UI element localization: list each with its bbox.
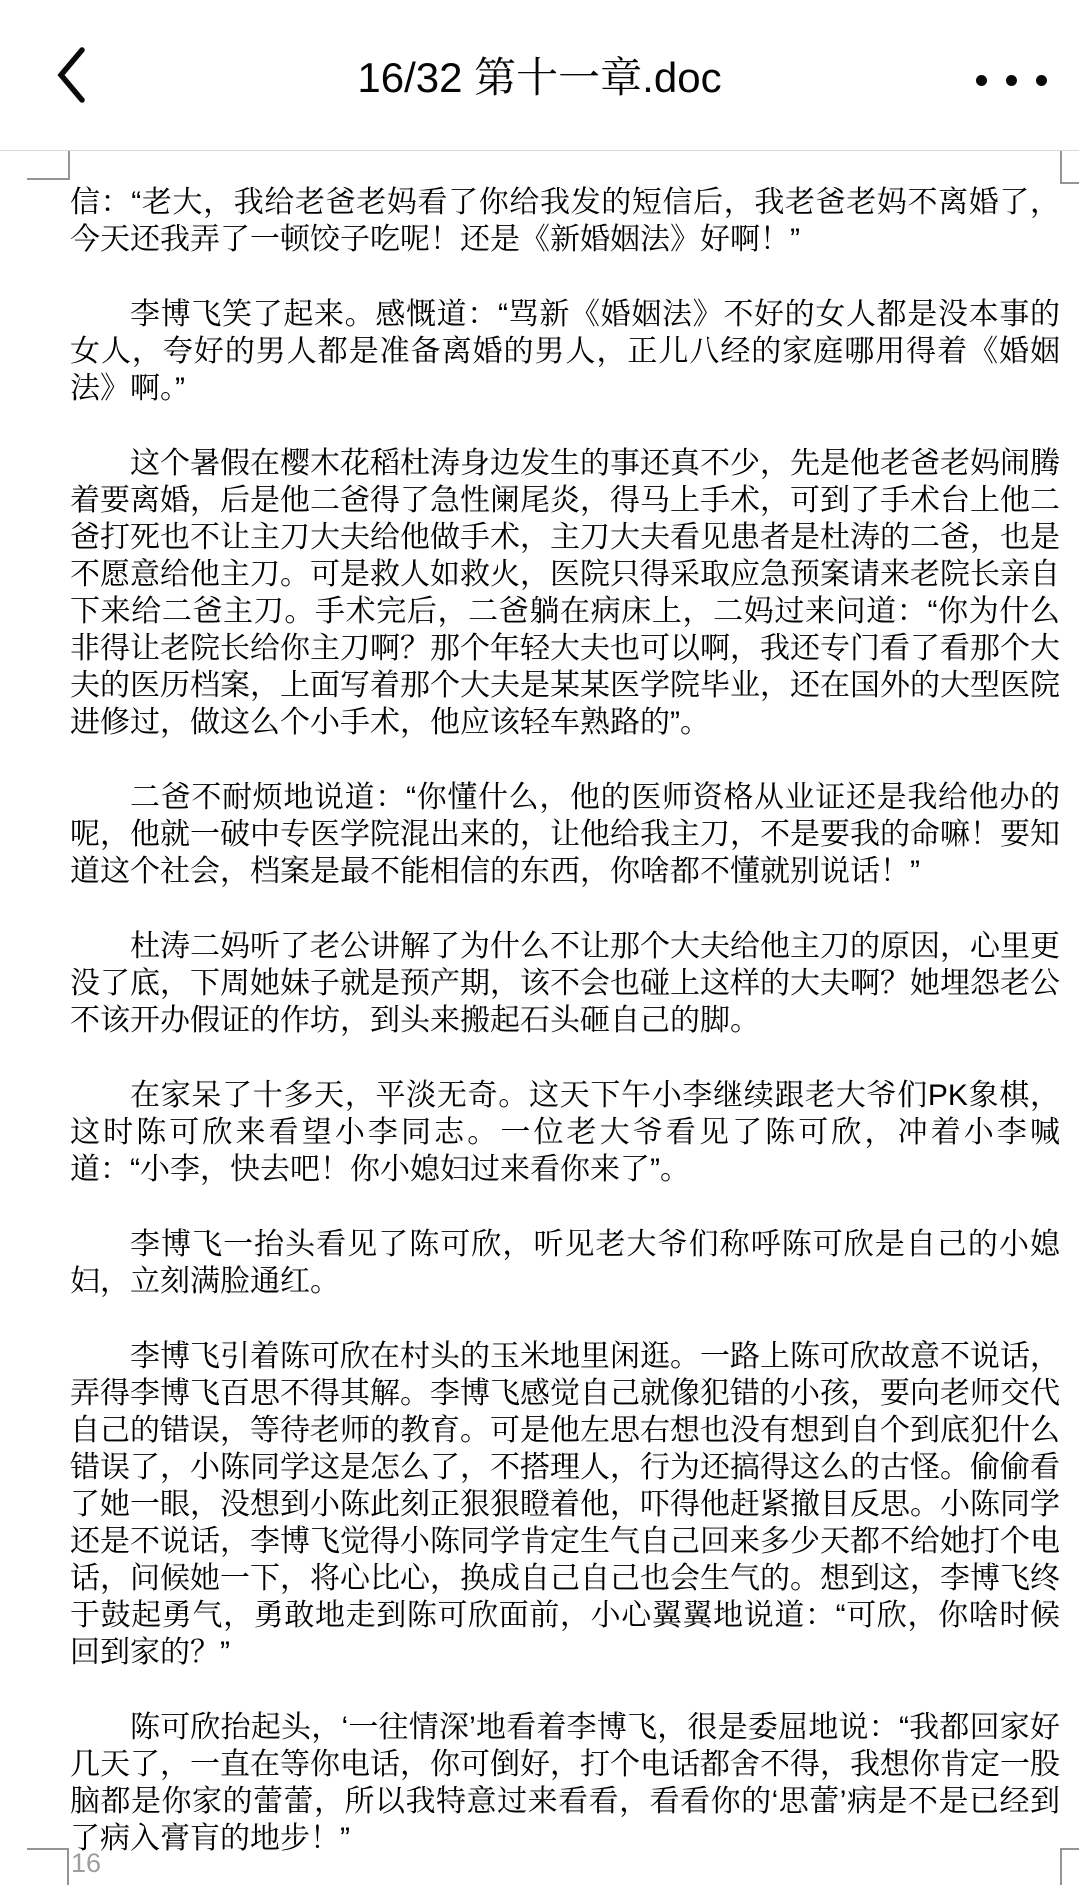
paragraph: 二爸不耐烦地说道：“你懂什么，他的医师资格从业证还是我给他办的呢，他就一破中专医学院混出来的，让他给我主刀，不是要我的命嘛！要知道这个社会，档案是最不能相信的东西，你啥都不懂就别说话！”: [70, 781, 1060, 888]
ellipsis-icon: [1006, 75, 1017, 86]
header: [0, 0, 1079, 151]
page-number: 16: [71, 1848, 102, 1878]
paragraph: 李博飞一抬头看见了陈可欣，听见老大爷们称呼陈可欣是自己的小媳妇，立刻满脸通红。: [70, 1228, 1060, 1298]
paragraph: 这个暑假在樱木花稻杜涛身边发生的事还真不少，先是他老爸老妈闹腾着要离婚，后是他二爸得了急性阑尾炎，得马上手术，可到了手术台上他二爸打死也不让主刀大夫给他做手术，主刀大夫看见患者是杜涛的二爸，也是不愿意给他主刀。可是救人如救火，医院只得采取应急预案请来老院长亲自下来给二爸主刀。手术完后，二爸躺在病床上，二妈过来问道：“你为什么非得让老院长给你主刀啊？那个年轻大夫也可以啊，我还专门看了看那个大夫的医历档案，上面写着那个大夫是某某医学院毕业，还在国外的大型医院进修过，做这么个小手术，他应该轻车熟路的”。: [70, 447, 1060, 739]
paragraph: 陈可欣抬起头，‘一往情深’地看着李博飞，很是委屈地说：“我都回家好几天了，一直在等你电话，你可倒好，打个电话都舍不得，我想你肯定一股脑都是你家的蕾蕾，所以我特意过来看看，看看你的‘思蕾’病是不是已经到了病入膏肓的地步！”: [70, 1711, 1060, 1855]
paragraph: 杜涛二妈听了老公讲解了为什么不让那个大夫给他主刀的原因，心里更没了底，下周她妹子就是预产期，该不会也碰上这样的大夫啊？她埋怨老公不该开办假证的作坊，到头来搬起石头砸自己的脚。: [70, 930, 1060, 1037]
more-menu-button[interactable]: [966, 38, 1056, 122]
paragraph: 李博飞引着陈可欣在村头的玉米地里闲逛。一路上陈可欣故意不说话，弄得李博飞百思不得其解。李博飞感觉自己就像犯错的小孩，要向老师交代自己的错误，等待老师的教育。可是他左思右想也没有想到自个到底犯什么错误了，小陈同学这是怎么了，不搭理人，行为还搞得这么的古怪。偷偷看了她一眼，没想到小陈此刻正狠狠瞪着他，吓得他赶紧撤目反思。小陈同学还是不说话，李博飞觉得小陈同学肯定生气自己回来多少天都不给她打个电话，问候她一下，将心比心，换成自己自己也会生气的。想到这，李博飞终于鼓起勇气，勇敢地走到陈可欣面前，小心翼翼地说道：“可欣，你啥时候回到家的？”: [70, 1340, 1060, 1669]
page-title: 16/32 第十一章.doc: [357, 54, 722, 101]
paragraph: 信：“老大，我给老爸老妈看了你给我发的短信后，我老爸老妈不离婚了，今天还我弄了一顿饺子吃呢！还是《新婚姻法》好啊！”: [70, 186, 1060, 256]
ellipsis-icon: [1036, 75, 1047, 86]
corner-mark-bottom-right: [1060, 1848, 1079, 1885]
document-text: [70, 184, 1060, 1857]
paragraph: 在家呆了十多天，平淡无奇。这天下午小李继续跟老大爷们PK象棋，这时陈可欣来看望小李同志。一位老大爷看见了陈可欣，冲着小李喊道：“小李，快去吧！你小媳妇过来看你来了”。: [70, 1079, 1060, 1186]
corner-mark-top-right: [1060, 147, 1079, 184]
ellipsis-icon: [976, 75, 987, 86]
back-button[interactable]: [38, 34, 104, 118]
corner-mark-top-left: [27, 147, 70, 180]
paragraph: 李博飞笑了起来。感慨道：“骂新《婚姻法》不好的女人都是没本事的女人，夸好的男人都是准备离婚的男人，正儿八经的家庭哪用得着《婚姻法》啊。”: [70, 298, 1060, 405]
corner-mark-bottom-left: [27, 1848, 69, 1885]
chevron-left-icon: [55, 46, 87, 107]
